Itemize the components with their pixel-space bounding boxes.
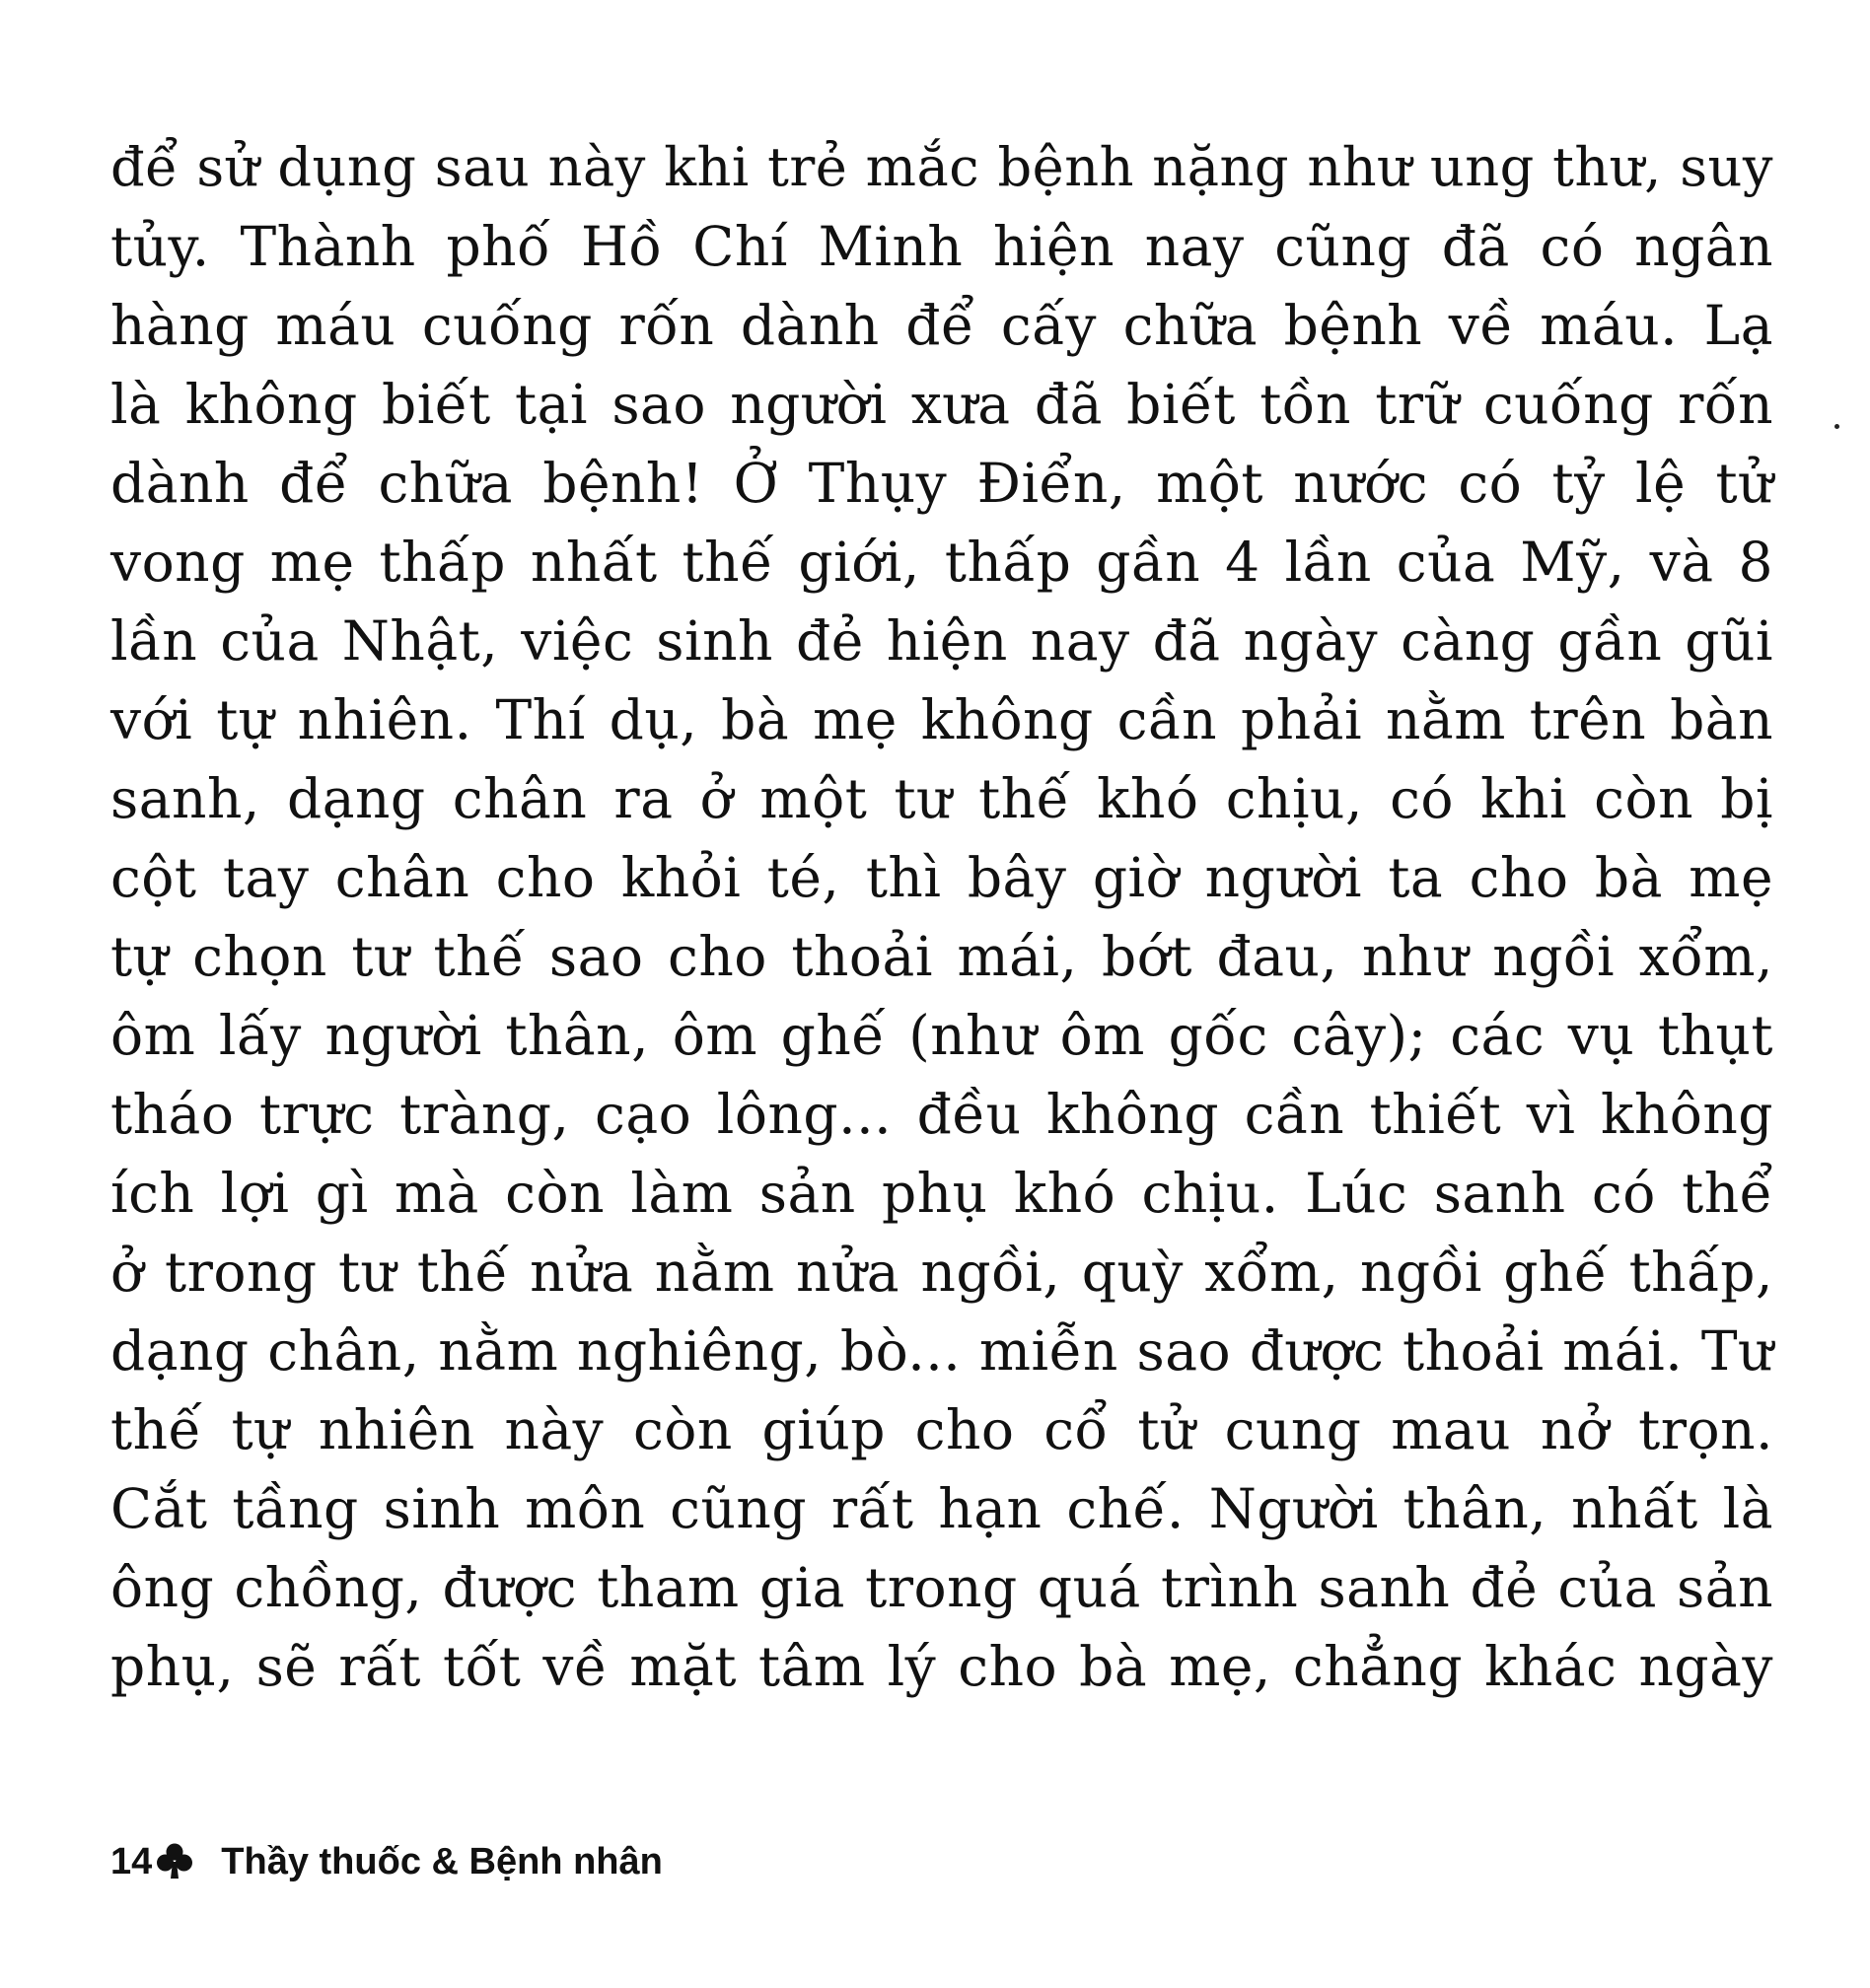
text-line: để sử dụng sau này khi trẻ mắc bệnh nặng như ung thư, suy <box>110 136 1773 198</box>
page-number: 14 <box>110 1840 153 1882</box>
scan-speck <box>1834 424 1839 429</box>
text-line: sanh, dạng chân ra ở một tư thế khó chịu, có khi còn bị <box>110 767 1773 830</box>
club-icon <box>156 1842 193 1882</box>
text-line: phụ, sẽ rất tốt về mặt tâm lý cho bà mẹ, chẳng khác ngày <box>110 1635 1773 1698</box>
text-line: tủy. Thành phố Hồ Chí Minh hiện nay cũng đã có ngân <box>110 215 1773 278</box>
text-line: với tự nhiên. Thí dụ, bà mẹ không cần phải nằm trên bàn <box>110 688 1773 751</box>
text-line: ôm lấy người thân, ôm ghế (như ôm gốc cây); các vụ thụt <box>110 1004 1773 1067</box>
page-footer <box>110 1834 663 1889</box>
body-text <box>110 128 1773 1706</box>
text-line: dạng chân, nằm nghiêng, bò... miễn sao được thoải mái. Tư <box>110 1319 1773 1383</box>
text-line: thế tự nhiên này còn giúp cho cổ tử cung mau nở trọn. <box>110 1398 1773 1461</box>
text-line: tháo trực tràng, cạo lông... đều không cần thiết vì không <box>110 1083 1773 1146</box>
text-line: vong mẹ thấp nhất thế giới, thấp gần 4 lần của Mỹ, và 8 <box>110 531 1773 594</box>
text-line: cột tay chân cho khỏi té, thì bây giờ người ta cho bà mẹ <box>110 846 1773 909</box>
text-line: là không biết tại sao người xưa đã biết tồn trữ cuống rốn <box>110 373 1773 436</box>
text-line: ở trong tư thế nửa nằm nửa ngồi, quỳ xổm, ngồi ghế thấp, <box>110 1241 1773 1304</box>
text-line: ích lợi gì mà còn làm sản phụ khó chịu. Lúc sanh có thể <box>110 1162 1773 1225</box>
text-line: lần của Nhật, việc sinh đẻ hiện nay đã ngày càng gần gũi <box>110 609 1773 673</box>
text-line: dành để chữa bệnh! Ở Thụy Điển, một nước có tỷ lệ tử <box>110 452 1773 515</box>
text-line: hàng máu cuống rốn dành để cấy chữa bệnh về máu. Lạ <box>110 294 1773 357</box>
book-title: Thầy thuốc & Bệnh nhân <box>221 1840 663 1882</box>
text-line: Cắt tầng sinh môn cũng rất hạn chế. Người thân, nhất là <box>110 1477 1773 1540</box>
text-line: tự chọn tư thế sao cho thoải mái, bớt đau, như ngồi xổm, <box>110 925 1773 988</box>
text-line: ông chồng, được tham gia trong quá trình sanh đẻ của sản <box>110 1556 1773 1619</box>
